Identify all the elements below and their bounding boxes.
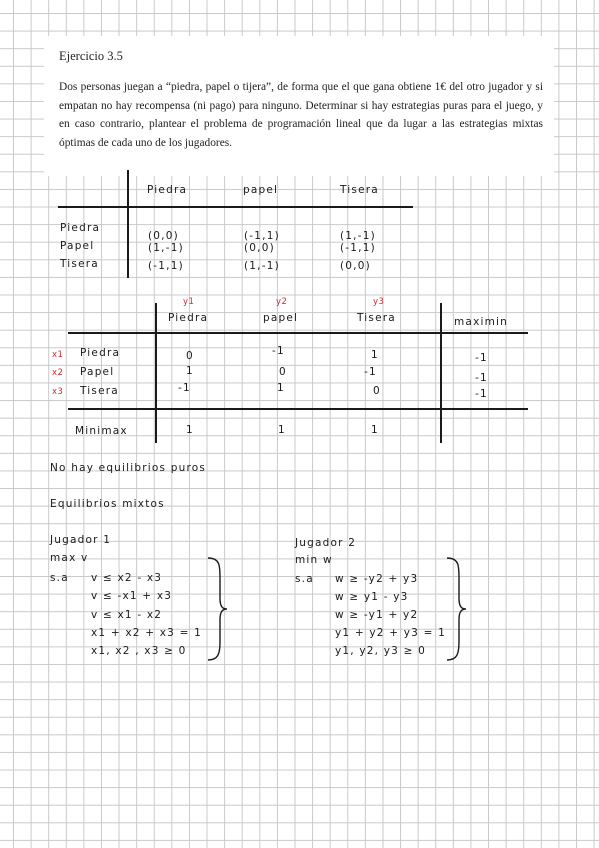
payoff-cell: (1,-1) [244, 260, 280, 272]
payoff-row-label: Piedra [60, 222, 101, 234]
col-var-label: y3 [373, 297, 385, 307]
matrix-vline-left [155, 303, 157, 443]
minimax-cell: 1 [371, 424, 379, 436]
player2-constraint: y1, y2, y3 ≥ 0 [335, 645, 426, 657]
payoff-cell: (-1,1) [340, 242, 376, 254]
exercise-title: Ejercicio 3.5 [59, 49, 123, 63]
row-var-label: x1 [52, 350, 64, 360]
payoff-col-header: Tisera [340, 184, 379, 196]
payoff-cell: (-1,1) [148, 260, 184, 272]
payoff-cell: (0,0) [244, 242, 275, 254]
col-var-label: y1 [183, 297, 195, 307]
player1-constraint: v ≤ x1 - x2 [91, 609, 163, 621]
player1-constraint: x1 + x2 + x3 = 1 [91, 627, 202, 639]
row-var-label: x3 [52, 387, 64, 397]
minimax-cell: 1 [278, 424, 286, 436]
row-var-label: x2 [52, 368, 64, 378]
maximin-cell: -1 [475, 372, 488, 384]
matrix-cell: -1 [364, 366, 377, 378]
matrix-cell: 0 [186, 350, 194, 362]
player2-objective: min w [295, 554, 333, 566]
payoff-row-label: Papel [60, 240, 95, 252]
matrix-col-header: maximin [454, 316, 508, 328]
maximin-cell: -1 [475, 388, 488, 400]
exercise-box [44, 36, 554, 176]
payoff-cell: (1,-1) [340, 230, 376, 242]
matrix-cell: -1 [272, 345, 285, 357]
player1-constraint: v ≤ -x1 + x3 [91, 590, 173, 602]
player2-constraint: w ≥ -y1 + y2 [335, 609, 419, 621]
payoff-cell: (1,-1) [148, 242, 184, 254]
exercise-statement: Dos personas juegan a “piedra, papel o tijera”, de forma que el que gana obtiene 1€ del otro jugador y si empatan no hay recompensa (ni pago) para ninguno. Determinar si hay estrategias puras para el juego, y en caso contrario, plantear el problema de programación lineal que da lugar a las estrategias mixtas óptimas de cada uno de los jugadores. [59, 81, 543, 149]
matrix-col-header: Piedra [168, 312, 209, 324]
payoff-col-header: papel [243, 184, 279, 196]
player2-constraint: y1 + y2 + y3 = 1 [335, 627, 446, 639]
player2-title: Jugador 2 [295, 537, 357, 549]
matrix-cell: 1 [186, 365, 194, 377]
payoff-cell: (0,0) [340, 260, 371, 272]
player1-constraint: v ≤ x2 - x3 [91, 572, 163, 584]
matrix-row-label: Tisera [80, 385, 119, 397]
payoff-table-hline [58, 206, 413, 208]
matrix-cell: 1 [277, 382, 285, 394]
col-var-label: y2 [276, 297, 288, 307]
payoff-table-vline [127, 170, 129, 278]
matrix-body-hline [68, 408, 528, 410]
player1-title: Jugador 1 [50, 534, 112, 546]
payoff-col-header: Piedra [147, 184, 188, 196]
matrix-vline-right [440, 303, 442, 443]
player1-st-label: s.a [50, 572, 69, 584]
matrix-cell: 0 [373, 385, 381, 397]
payoff-cell: (0,0) [148, 230, 179, 242]
matrix-cell: 1 [371, 349, 379, 361]
player2-constraint: w ≥ y1 - y3 [335, 591, 409, 603]
minimax-label: Minimax [75, 425, 128, 437]
player2-st-label: s.a [295, 573, 314, 585]
matrix-col-header: Tisera [357, 312, 396, 324]
matrix-row-label: Piedra [80, 347, 121, 359]
player1-brace [206, 556, 228, 662]
matrix-cell: -1 [178, 382, 191, 394]
payoff-row-label: Tisera [60, 258, 99, 270]
matrix-col-header: papel [263, 312, 299, 324]
player2-brace [445, 556, 467, 662]
matrix-row-label: Papel [80, 366, 115, 378]
matrix-header-hline [68, 332, 528, 334]
payoff-cell: (-1,1) [244, 230, 280, 242]
minimax-cell: 1 [186, 424, 194, 436]
player1-objective: max v [50, 552, 89, 564]
player1-constraint: x1, x2 , x3 ≥ 0 [91, 645, 187, 657]
mixed-equilibria-heading: Equilibrios mixtos [50, 498, 165, 510]
no-pure-equilibria-note: No hay equilibrios puros [50, 462, 207, 474]
player2-constraint: w ≥ -y2 + y3 [335, 573, 419, 585]
matrix-cell: 0 [279, 366, 287, 378]
maximin-cell: -1 [475, 352, 488, 364]
